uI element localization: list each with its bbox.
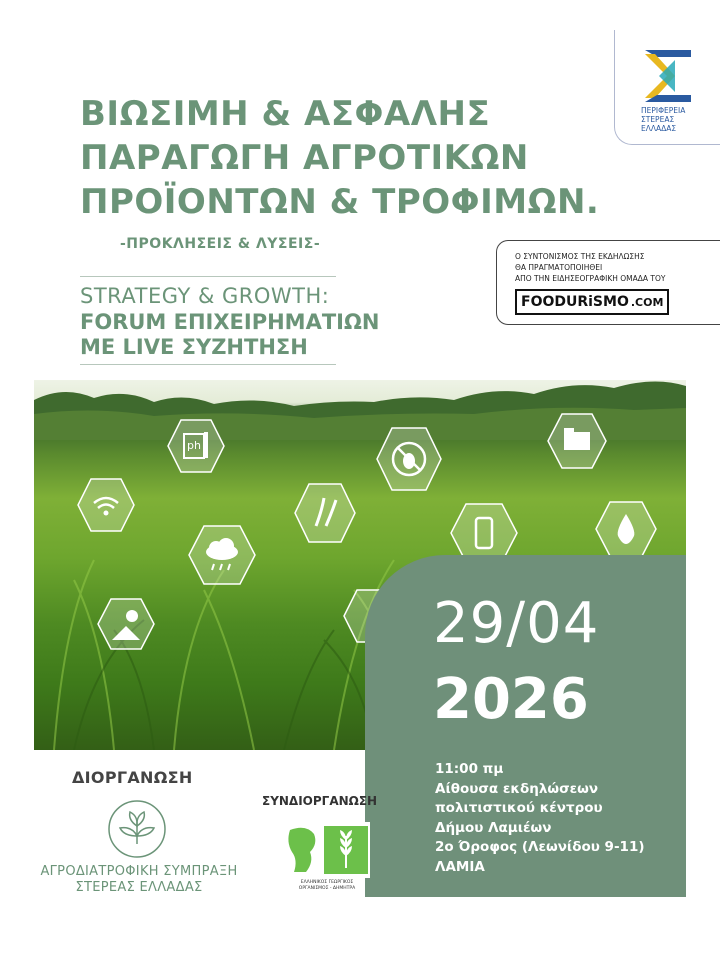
organizer-name-line-2: ΣΤΕΡΕΑΣ ΕΛΛΑΔΑΣ [75, 880, 203, 895]
organizer-label: ΔΙΟΡΓΑΝΩΣΗ [72, 768, 193, 787]
wifi-icon [76, 475, 136, 535]
coordination-line-1: Ο ΣΥΝΤΟΝΙΣΜΟΣ ΤΗΣ ΕΚΔΗΛΩΣΗΣ [515, 252, 645, 261]
demeter-icon [284, 822, 370, 878]
foodurismo-logo [515, 289, 669, 315]
divider-bottom [80, 364, 336, 365]
foodurismo-logo-main: FOODURiSMO [521, 294, 629, 310]
title-line-1: ΒΙΩΣΙΜΗ & ΑΣΦΑΛΗΣ [80, 94, 491, 134]
sprout-icon [104, 798, 170, 860]
coordination-text [515, 251, 665, 284]
organizer-name-line-1: ΑΓΡΟΔΙΑΤΡΟΦΙΚΗ ΣΥΜΠΡΑΞΗ [40, 864, 238, 879]
folder-icon [546, 410, 606, 470]
event-venue [435, 760, 645, 877]
location-icon [96, 596, 156, 656]
event-details-panel [365, 555, 686, 897]
event-time: 11:00 πμ [435, 761, 504, 777]
water-drop-icon [594, 498, 654, 558]
svg-text:ph: ph [187, 439, 201, 452]
venue-line-3: Δήμου Λαμιέων [435, 819, 552, 836]
organizer-logo [104, 798, 170, 864]
coordination-line-2: ΘΑ ΠΡΑΓΜΑΤΟΠΟΙΗΘΕΙ [515, 263, 603, 272]
coorganizer-name-line-1: ΕΛΛΗΝΙΚΟΣ ΓΕΩΡΓΙΚΟΣ [300, 880, 354, 885]
coorganizer-name-line-2: ΟΡΓΑΝΙΣΜΟΣ - ΔΗΜΗΤΡΑ [298, 886, 356, 891]
venue-line-1: Αίθουσα εκδηλώσεων [435, 780, 599, 797]
event-year: 2026 [433, 667, 589, 732]
title-line-2: ΠΑΡΑΓΩΓΗ ΑΓΡΟΤΙΚΩΝ [80, 138, 529, 178]
no-pest-icon [374, 424, 434, 484]
organizer-name [34, 864, 244, 896]
forum-line-2: ΜΕ LIVE ΣΥΖΗΤΗΣΗ [80, 335, 308, 359]
sigma-icon [645, 50, 691, 102]
coorganizer-name [284, 880, 370, 892]
event-title [80, 92, 640, 224]
event-date: 29/04 [433, 591, 600, 656]
coordination-line-3: ΑΠΟ ΤΗΝ ΕΙΔΗΣΕΟΓΡΑΦΙΚΗ ΟΜΑΔΑ ΤΟΥ [515, 274, 666, 283]
divider-top [80, 276, 336, 277]
weather-icon [186, 522, 246, 582]
strategy-heading: STRATEGY & GROWTH: [80, 284, 330, 308]
venue-line-2: πολιτιστικού κέντρου [435, 800, 603, 816]
region-name: ΠΕΡΙΦΕΡΕΙΑ ΣΤΕΡΕΑΣ ΕΛΛΑΔΑΣ [641, 106, 686, 133]
foodurismo-logo-suffix: .COM [630, 295, 664, 309]
title-line-3: ΠΡΟΪΟΝΤΩΝ & ΤΡΟΦΙΜΩΝ. [80, 182, 600, 222]
venue-line-4: 2ο Όροφος (Λεωνίδου 9-11) [435, 839, 645, 855]
coorganizer-label: ΣΥΝΔΙΟΡΓΑΝΩΣΗ [262, 794, 378, 808]
forum-line-1: FORUM ΕΠΙΧΕΙΡΗΜΑΤΙΩΝ [80, 310, 380, 334]
forum-heading [80, 310, 379, 360]
ph-meter-icon [166, 416, 226, 476]
venue-city: ΛΑΜΙΑ [435, 858, 485, 875]
wheat-icon [292, 480, 352, 540]
event-subtitle: -ΠΡΟΚΛΗΣΕΙΣ & ΛΥΣΕΙΣ- [120, 236, 321, 252]
phone-icon [448, 500, 508, 560]
coordination-box [496, 240, 720, 325]
